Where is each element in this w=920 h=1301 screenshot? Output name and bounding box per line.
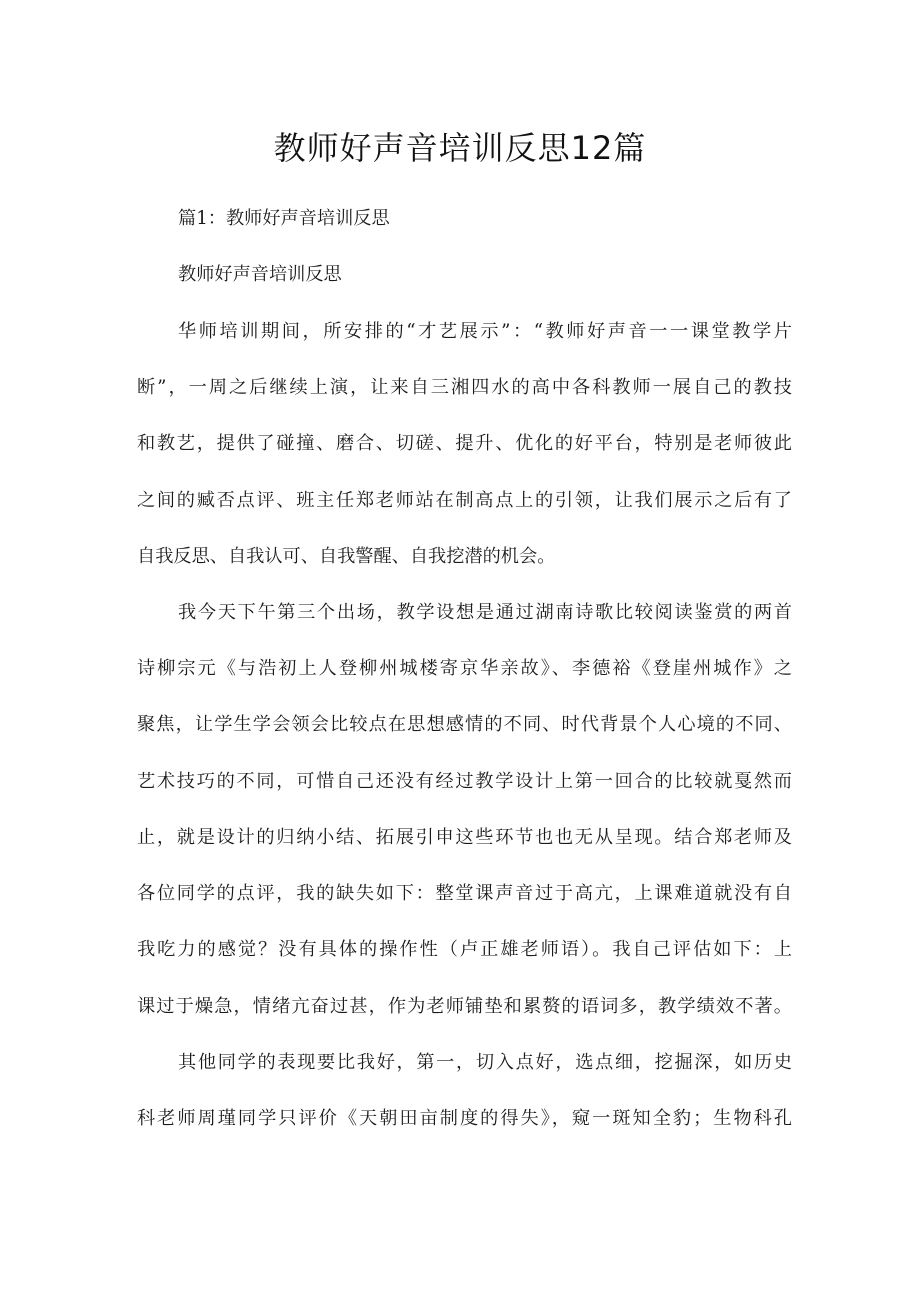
paragraph-line: 诗柳宗元《与浩初上人登柳州城楼寄京华亲故》、李德裕《登崖州城作》之 bbox=[137, 658, 792, 679]
paragraph-line: 和教艺，提供了碰撞、磨合、切磋、提升、优化的好平台，特别是老师彼此 bbox=[137, 433, 792, 454]
paragraph-line: 艺术技巧的不同，可惜自己还没有经过教学设计上第一回合的比较就戛然而 bbox=[137, 771, 792, 792]
subheading: 教师好声音培训反思 bbox=[178, 264, 342, 285]
paragraph-line: 科老师周瑾同学只评价《天朝田亩制度的得失》，窥一斑知全豹；生物科孔 bbox=[137, 1108, 792, 1129]
paragraph-line: 其他同学的表现要比我好，第一，切入点好，选点细，挖掘深，如历史 bbox=[178, 1052, 792, 1073]
paragraph-line: 止，就是设计的归纳小结、拓展引申这些环节也也无从呈现。结合郑老师及 bbox=[137, 827, 792, 848]
document-title: 教师好声音培训反思12篇 bbox=[273, 129, 647, 167]
section-heading: 篇1：教师好声音培训反思 bbox=[178, 208, 390, 229]
paragraph-line: 自我反思、自我认可、自我警醒、自我挖潜的机会。 bbox=[137, 546, 556, 567]
paragraph-line: 课过于燥急，情绪亢奋过甚，作为老师铺垫和累赘的语词多，教学绩效不著。 bbox=[137, 996, 792, 1017]
paragraph-line: 我今天下午第三个出场，教学设想是通过湖南诗歌比较阅读鉴赏的两首 bbox=[178, 602, 792, 623]
paragraph-line: 之间的臧否点评、班主任郑老师站在制高点上的引领，让我们展示之后有了 bbox=[137, 490, 792, 511]
paragraph-line: 断”，一周之后继续上演，让来自三湘四水的高中各科教师一展自己的教技 bbox=[137, 377, 792, 398]
paragraph-line: 华师培训期间，所安排的“才艺展示”：“教师好声音一一课堂教学片 bbox=[178, 321, 792, 342]
paragraph-line: 聚焦，让学生学会领会比较点在思想感情的不同、时代背景个人心境的不同、 bbox=[137, 714, 792, 735]
paragraph-line: 各位同学的点评，我的缺失如下：整堂课声音过于高亢，上课难道就没有自 bbox=[137, 883, 792, 904]
paragraph-line: 我吃力的感觉？没有具体的操作性（卢正雄老师语）。我自己评估如下：上 bbox=[137, 939, 792, 960]
